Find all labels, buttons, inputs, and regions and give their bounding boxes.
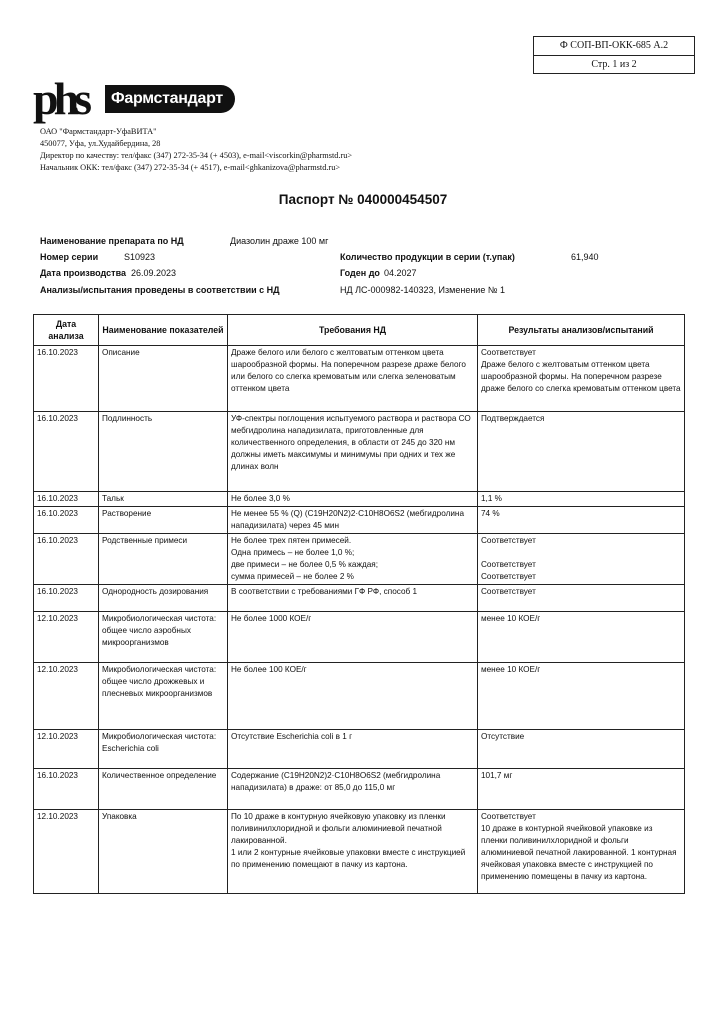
cell-indicator: Подлинность <box>99 412 228 492</box>
cell-date: 16.10.2023 <box>34 534 99 585</box>
table-row <box>34 585 685 612</box>
table-row <box>34 612 685 663</box>
cell-result: менее 10 КОЕ/г <box>478 612 685 663</box>
cell-date: 16.10.2023 <box>34 507 99 534</box>
cell-indicator: Тальк <box>99 492 228 507</box>
cell-indicator: Микробиологическая чистота: общее число аэробных микроорганизмов <box>99 612 228 663</box>
cell-requirement: Содержание (C19H20N2)2·C10H8O6S2 (мебгидролина нападизилата) в драже: от 85,0 до 115,0 мг <box>228 769 478 810</box>
cell-result: Отсутствие <box>478 730 685 769</box>
table-row <box>34 810 685 894</box>
cell-result: Соответствует 10 драже в контурной ячейковой упаковке из пленки поливинилхлоридной и фольги алюминиевой печатной лакированной. 1 контурная ячейковая упаковка вместе с инструкцией по применению помещены в пачку из картона. <box>478 810 685 894</box>
tests-basis-label: Анализы/испытания проведены в соответствии с НД <box>40 285 280 295</box>
cell-date: 16.10.2023 <box>34 585 99 612</box>
cell-requirement: Не более трех пятен примесей. Одна примесь – не более 1,0 %; две примеси – не более 0,5 % каждая; сумма примесей – не более 2 % <box>228 534 478 585</box>
logo-band <box>105 85 235 113</box>
cell-requirement: Не более 100 КОЕ/г <box>228 663 478 730</box>
cell-indicator: Однородность дозирования <box>99 585 228 612</box>
table-row <box>34 534 685 585</box>
cell-result: Подтверждается <box>478 412 685 492</box>
cell-date: 16.10.2023 <box>34 412 99 492</box>
header-requirements: Требования НД <box>228 315 478 346</box>
cell-indicator: Микробиологическая чистота: Escherichia coli <box>99 730 228 769</box>
cell-indicator: Описание <box>99 346 228 412</box>
tests-basis-value: НД ЛС-000982-140323, Изменение № 1 <box>340 285 505 295</box>
table-row <box>34 492 685 507</box>
cell-result: Соответствует <box>478 585 685 612</box>
page-number: Стр. 1 из 2 <box>591 59 637 70</box>
cell-result: менее 10 КОЕ/г <box>478 663 685 730</box>
form-code-box <box>533 36 695 74</box>
cell-result: Соответствует Драже белого с желтоватым оттенком цвета шарообразной формы. На поперечном разрезе драже белого со слегка кремоватым оттенком цвета <box>478 346 685 412</box>
quality-director-contact: Директор по качеству: тел/факс (347) 272-35-34 (+ 4503), e-mail<viscorkin@pharmstd.ru> <box>40 151 353 160</box>
company-address: 450077, Уфа, ул.Худайбердина, 28 <box>40 139 161 148</box>
cell-date: 12.10.2023 <box>34 730 99 769</box>
quantity-value: 61,940 <box>571 252 599 262</box>
logo-mark: phs <box>33 73 88 124</box>
cell-result: 74 % <box>478 507 685 534</box>
cell-date: 16.10.2023 <box>34 346 99 412</box>
analysis-results-table <box>33 314 685 894</box>
quantity-label: Количество продукции в серии (т.упак) <box>340 252 515 262</box>
table-row <box>34 769 685 810</box>
cell-requirement: Отсутствие Escherichia coli в 1 г <box>228 730 478 769</box>
table-row <box>34 730 685 769</box>
cell-requirement: В соответствии с требованиями ГФ РФ, способ 1 <box>228 585 478 612</box>
table-header-row <box>34 315 685 346</box>
cell-date: 12.10.2023 <box>34 663 99 730</box>
header-results: Результаты анализов/испытаний <box>478 315 685 346</box>
drug-name-label: Наименование препарата по НД <box>40 236 184 246</box>
cell-requirement: Не более 3,0 % <box>228 492 478 507</box>
cell-date: 16.10.2023 <box>34 492 99 507</box>
table-row <box>34 663 685 730</box>
header-indicator: Наименование показателей <box>99 315 228 346</box>
okk-head-contact: Начальник ОКК: тел/факс (347) 272-35-34 (+ 4517), e-mail<ghkanizova@pharmstd.ru> <box>40 163 341 172</box>
cell-indicator: Растворение <box>99 507 228 534</box>
production-date-value: 26.09.2023 <box>131 268 177 278</box>
cell-result: 101,7 мг <box>478 769 685 810</box>
header-date: Дата анализа <box>34 315 99 346</box>
cell-indicator: Количественное определение <box>99 769 228 810</box>
cell-requirement: Драже белого или белого с желтоватым оттенком цвета шарообразной формы. На поперечном разрезе драже белого или белого со слегка кремоватым или слегка зеленоватым оттенком цвета <box>228 346 478 412</box>
cell-requirement: УФ-спектры поглощения испытуемого раствора и раствора СО мебгидролина нападизилата, приготовленные для количественного определения, в области от 245 до 320 нм должны иметь максимумы и минимумы при одних и тех же длинах волн <box>228 412 478 492</box>
production-date-label: Дата производства <box>40 268 126 278</box>
company-logo <box>33 73 239 124</box>
valid-until-label: Годен до <box>340 268 380 278</box>
company-name: ОАО "Фармстандарт-УфаВИТА" <box>40 127 157 136</box>
valid-until-value: 04.2027 <box>384 268 417 278</box>
table-body <box>34 346 685 894</box>
cell-date: 12.10.2023 <box>34 810 99 894</box>
passport-title: Паспорт № 040000454507 <box>278 192 448 207</box>
cell-requirement: По 10 драже в контурную ячейковую упаковку из пленки поливинилхлоридной и фольги алюминиевой печатной лакированной. 1 или 2 контурные ячейковые упаковки вместе с инструкцией по применению помещают в пачку из картона. <box>228 810 478 894</box>
cell-result: Соответствует Соответствует Соответствует <box>478 534 685 585</box>
cell-requirement: Не менее 55 % (Q) (C19H20N2)2·C10H8O6S2 (мебгидролина нападизилата) через 45 мин <box>228 507 478 534</box>
cell-indicator: Родственные примеси <box>99 534 228 585</box>
cell-indicator: Микробиологическая чистота: общее число дрожжевых и плесневых микроорганизмов <box>99 663 228 730</box>
cell-date: 16.10.2023 <box>34 769 99 810</box>
cell-result: 1,1 % <box>478 492 685 507</box>
table-row <box>34 346 685 412</box>
series-label: Номер серии <box>40 252 99 262</box>
logo-name: Фармстандарт <box>111 90 223 107</box>
cell-indicator: Упаковка <box>99 810 228 894</box>
drug-name-value: Диазолин драже 100 мг <box>230 236 329 246</box>
cell-requirement: Не более 1000 КОЕ/г <box>228 612 478 663</box>
table-row <box>34 507 685 534</box>
series-value: S10923 <box>124 252 156 262</box>
cell-date: 12.10.2023 <box>34 612 99 663</box>
table-row <box>34 412 685 492</box>
form-code: Ф СОП-ВП-ОКК-685 А.2 <box>534 37 694 56</box>
